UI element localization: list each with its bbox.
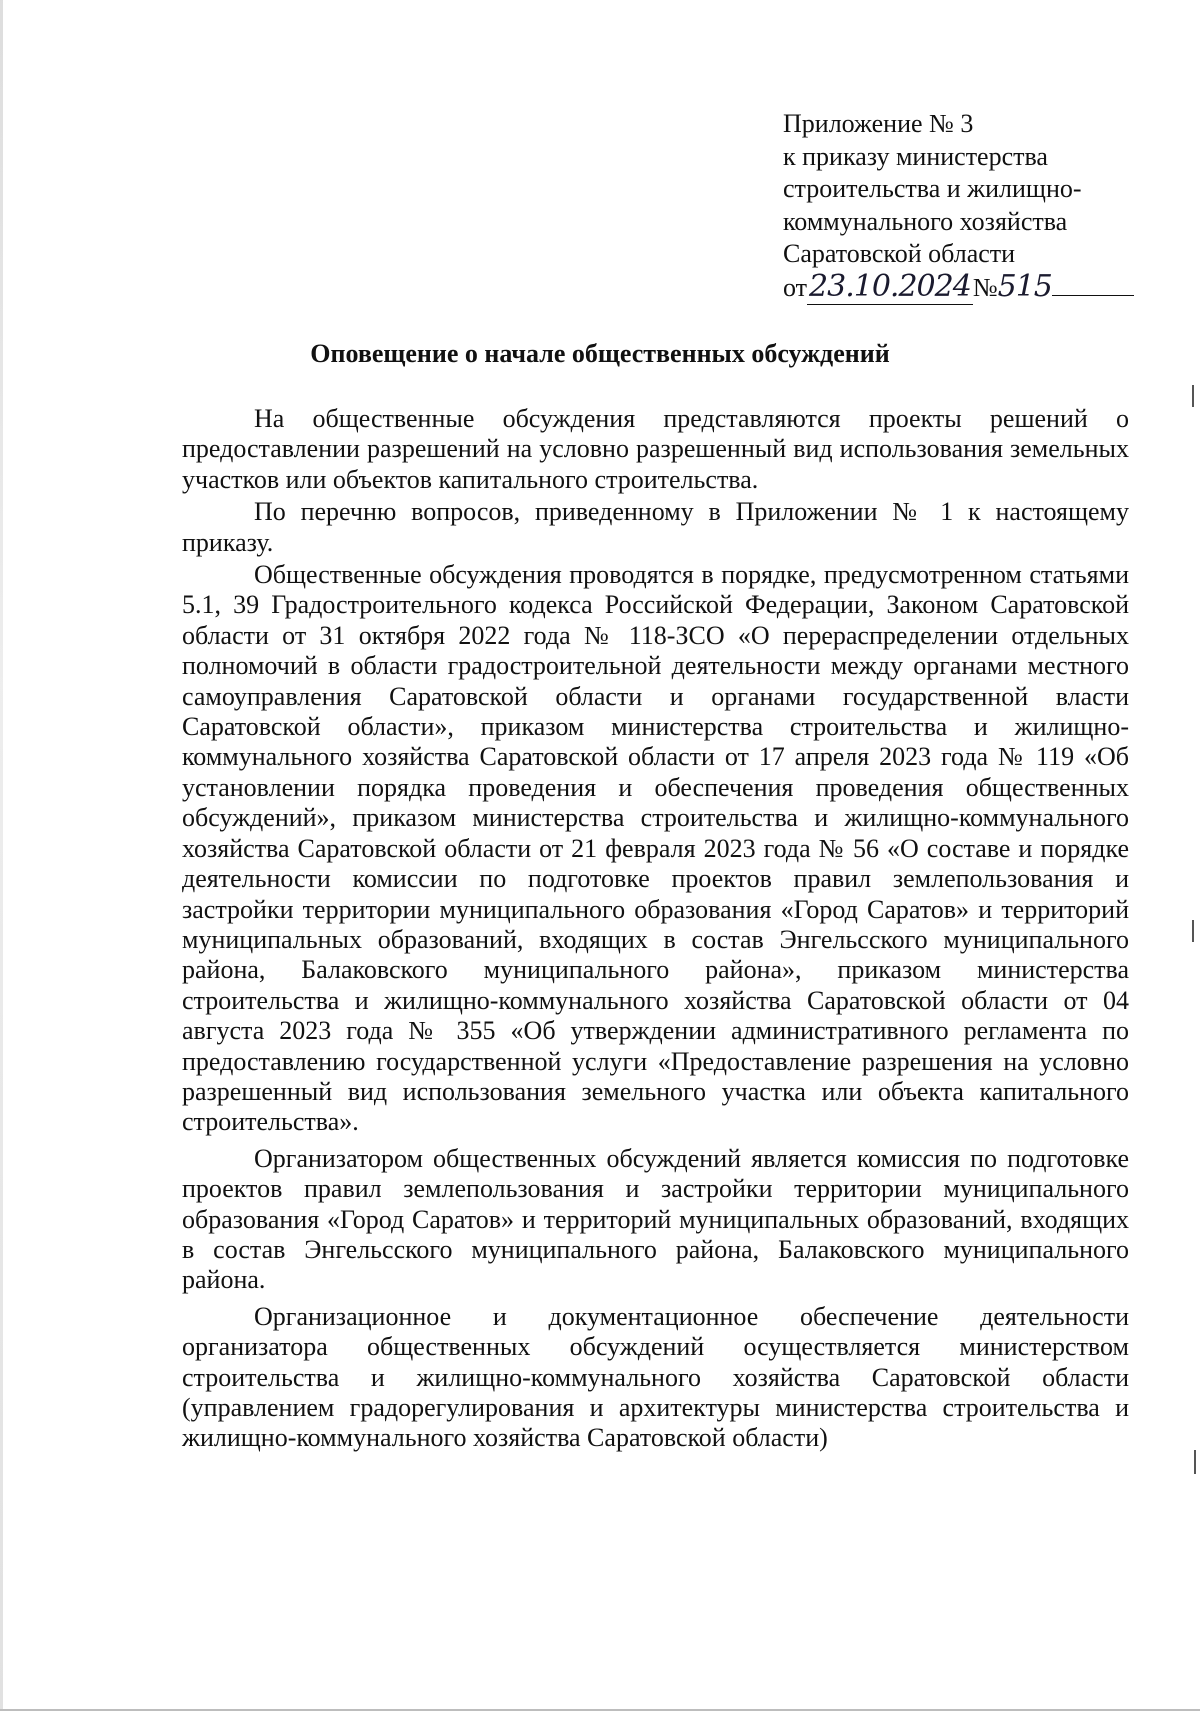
appendix-header [783, 108, 1103, 309]
paragraph: На общественные обсуждения представляются проекты решений о предоставлении разрешений на условно разрешенный вид использования земельных участков или объектов капитального строительства. [182, 404, 1129, 494]
paragraph: Организатором общественных обсуждений является комиссия по подготовке проектов правил землепользования и застройки территории муниципального образования «Город Саратов» и территорий муниципальных образований, входящих в состав Энгельсского муниципального района, Балаковского муниципального района. [182, 1143, 1129, 1295]
header-line: строительства и жилищно- [783, 174, 1082, 203]
scan-mark [1192, 920, 1194, 942]
document-title: Оповещение о начале общественных обсуждений [310, 339, 890, 368]
header-line: Саратовской области [783, 239, 1016, 268]
document-body [182, 404, 1129, 1454]
date-number-line [783, 268, 1103, 309]
handwritten-number: 515 [997, 268, 1052, 304]
header-line: к приказу министерства [783, 141, 1048, 171]
handwritten-date: 23.10.2024 [809, 268, 971, 304]
signature-underline [1052, 295, 1134, 296]
header-line: Приложение № 3 [783, 109, 974, 138]
date-prefix: от [783, 272, 808, 302]
scan-mark [1194, 1450, 1196, 1474]
number-prefix: № [972, 272, 998, 302]
scan-mark [1192, 385, 1194, 407]
header-line: коммунального хозяйства [783, 206, 1068, 236]
paragraph: Организационное и документационное обеспечение деятельности организатора общественных обсуждений осуществляется министерством строительства и жилищно-коммунального хозяйства Саратовской области (управлением градорегулирования и архитектуры министерства строительства и жилищно-коммунального хозяйства Саратовской области) [182, 1301, 1129, 1453]
scan-edge-left [0, 0, 3, 1711]
paragraph: По перечню вопросов, приведенному в Приложении № 1 к настоящему приказу. [182, 497, 1129, 557]
paragraph: Общественные обсуждения проводятся в порядке, предусмотренном статьями 5.1, 39 Градостроительного кодекса Российской Федерации, Законом Саратовской области от 31 октября 2022 года № 118-ЗСО «О перераспределении отдельных полномочий в области градостроительной деятельности между органами местного самоуправления Саратовской области и органами государственной власти Саратовской области», приказом министерства строительства и жилищно-коммунального хозяйства Саратовской области от 17 апреля 2023 года № 119 «Об установлении порядка проведения и обеспечения проведения общественных обсуждений», приказом министерства строительства и жилищно-коммунального хозяйства Саратовской области от 21 февраля 2023 года № 56 «О составе и порядке деятельности комиссии по подготовке проектов правил землепользования и застройки территории муниципального образования «Город Саратов» и территорий муниципальных образований, входящих в состав Энгельсского муниципального района, Балаковского муниципального района», приказом министерства строительства и жилищно-коммунального хозяйства Саратовской области от 04 августа 2023 года № 355 «Об утверждении административного регламента по предоставлению государственной услуги «Предоставление разрешения на условно разрешенный вид использования земельного участка или объекта капитального строительства». [182, 560, 1129, 1137]
